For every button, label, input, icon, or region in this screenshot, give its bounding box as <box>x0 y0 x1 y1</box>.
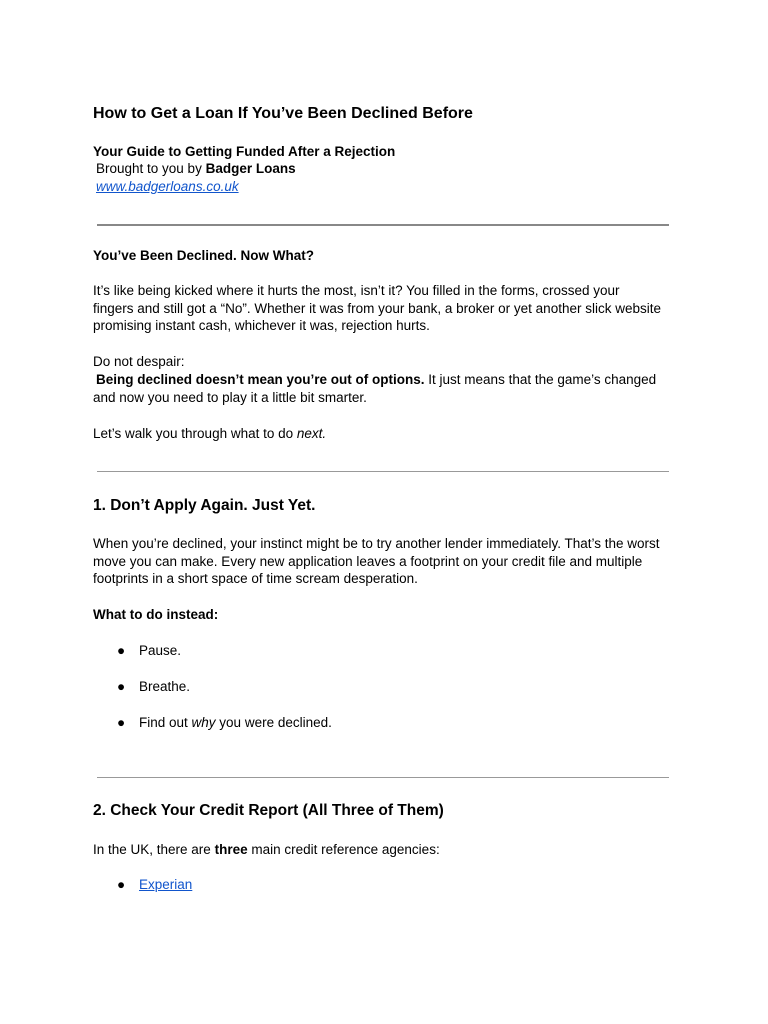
intro-statement-rest: It just means that the game’s changed and now you need to play it a little bit smarter. <box>93 372 657 405</box>
section2-heading: 2. Check Your Credit Report (All Three of Them) <box>93 802 444 819</box>
divider-section1 <box>97 471 669 472</box>
bullet-dot: ● <box>117 715 126 730</box>
intro-heading: You’ve Been Declined. Now What? <box>93 248 315 263</box>
bullet3-italic: why <box>191 715 216 730</box>
byline <box>96 160 296 178</box>
bullet-dot: ● <box>117 877 126 892</box>
list-item <box>93 678 332 696</box>
list-item <box>93 642 332 660</box>
section2-prefix: In the UK, there are <box>93 842 215 857</box>
intro-paragraph: It’s like being kicked where it hurts the most, isn’t it? You filled in the forms, crossed your fingers and still got a “No”. Whether it was from your bank, a broker or yet another slick website promising instant cash, whichever it was, rejection hurts. <box>93 283 661 333</box>
bullet-pause: Pause. <box>139 643 182 658</box>
walk-prefix: Let’s walk you through what to do <box>93 426 297 441</box>
section2-bold: three <box>214 842 248 857</box>
list-item <box>93 876 192 894</box>
intro-bold-statement: Being declined doesn’t mean you’re out of options. <box>96 372 425 387</box>
section2-paragraph <box>93 841 663 859</box>
despair-line: Do not despair: <box>93 354 185 369</box>
document-subtitle: Your Guide to Getting Funded After a Rejection <box>93 144 396 159</box>
section1-bullet-list <box>93 642 332 732</box>
divider-section2 <box>97 777 669 778</box>
byline-prefix: Brought to you by <box>96 161 206 176</box>
document-title: How to Get a Loan If You’ve Been Declined Before <box>93 105 473 122</box>
section2-suffix: main credit reference agencies: <box>247 842 440 857</box>
bullet-dot: ● <box>117 679 126 694</box>
bullet3-prefix: Find out <box>139 715 192 730</box>
bullet-breathe: Breathe. <box>139 679 191 694</box>
website-link[interactable]: www.badgerloans.co.uk <box>96 179 239 194</box>
walk-italic: next. <box>296 426 327 441</box>
walk-through-line <box>93 425 663 443</box>
divider-top <box>97 224 669 226</box>
bullet-dot: ● <box>117 643 126 658</box>
bullet3-suffix: you were declined. <box>215 715 332 730</box>
section1-heading: 1. Don’t Apply Again. Just Yet. <box>93 497 316 514</box>
intro-statement <box>93 371 663 406</box>
section1-subheading: What to do instead: <box>93 607 219 622</box>
agency-list <box>93 876 192 894</box>
section1-paragraph: When you’re declined, your instinct might be to try another lender immediately. That’s the worst move you can make. Every new application leaves a footprint on your credit file and multiple footprints in a short space of time scream desperation. <box>93 536 660 586</box>
list-item <box>93 714 332 732</box>
experian-link[interactable]: Experian <box>139 877 193 892</box>
brand-name: Badger Loans <box>205 161 296 176</box>
